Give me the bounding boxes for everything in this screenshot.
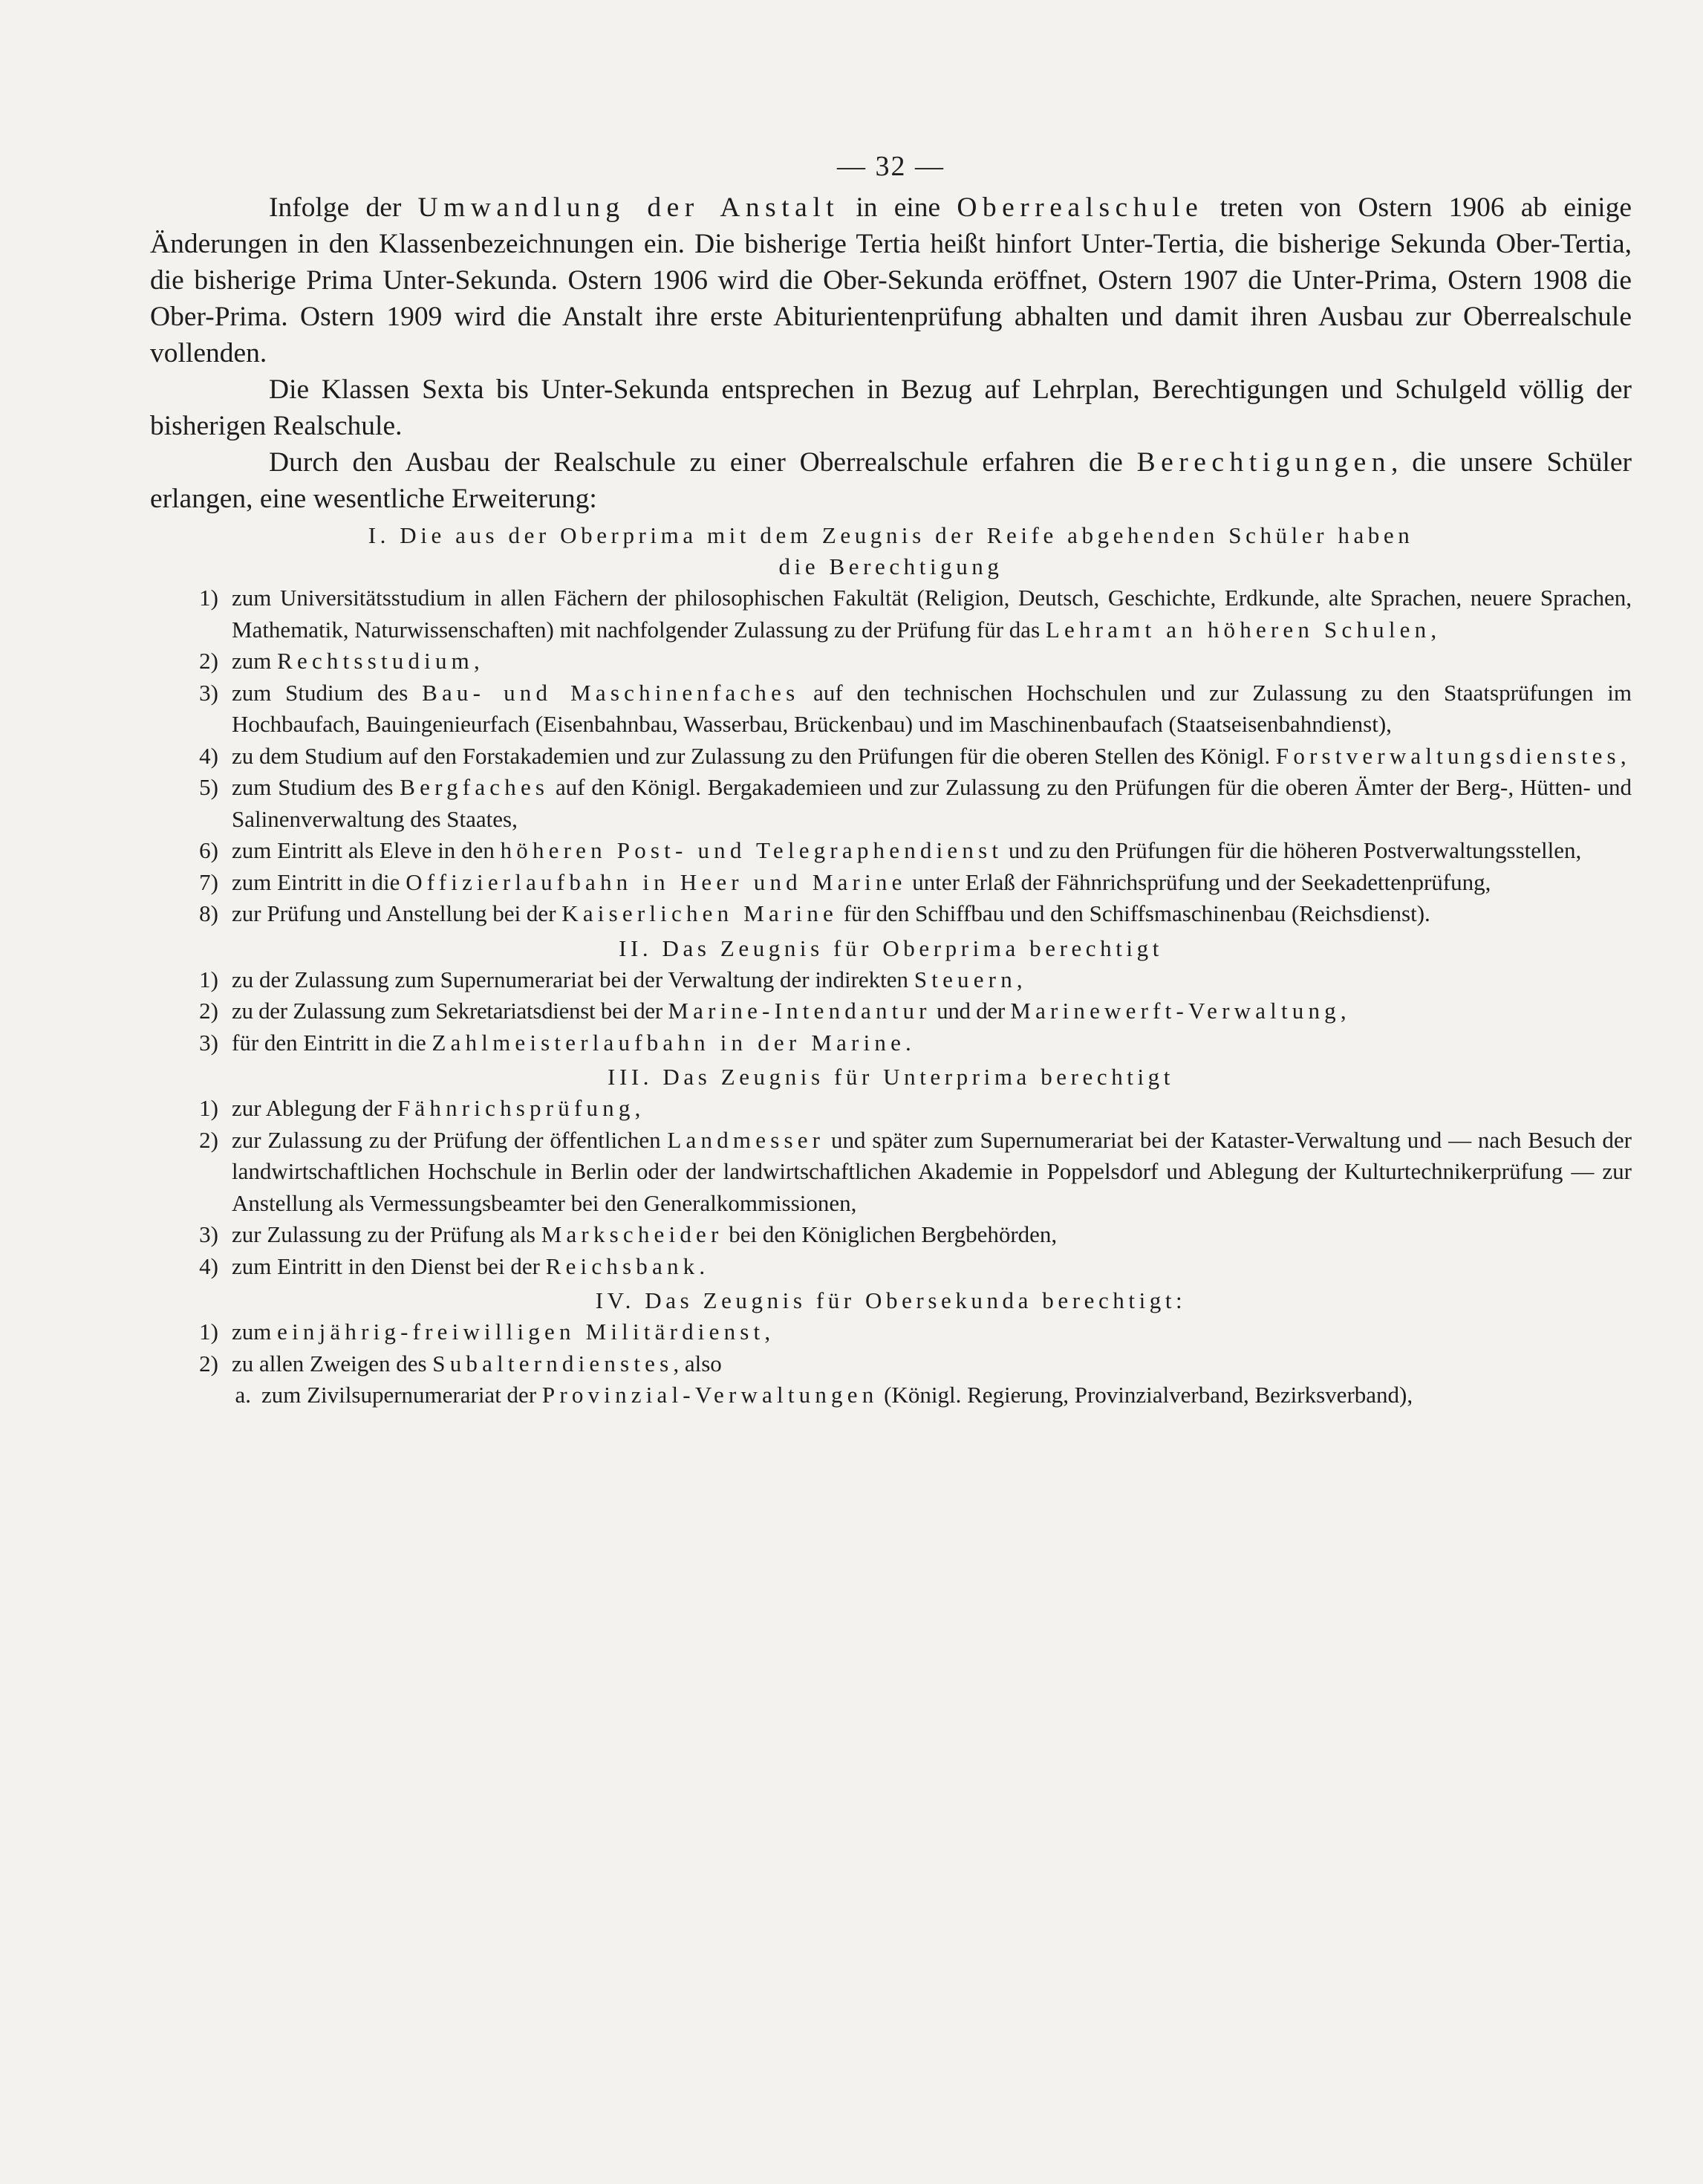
section-2 [150, 933, 1632, 1059]
section-1-heading: I. Die aus der Oberprima mit dem Zeugnis der Reife abgehenden Schüler haben die Berechtigung [368, 522, 1414, 579]
list-item: 1) zum Universitätsstudium in allen Fächern der philosophischen Fakultät (Religion, Deutsch, Geschichte, Erdkunde, alte Sprachen, neuere Sprachen, Mathematik, Naturwissenschaften) mit nachfolgender Zulassung zu der Prüfung für das Lehramt an höheren Schulen, [199, 585, 1632, 643]
list-item: 4) zum Eintritt in den Dienst bei der Reichsbank. [199, 1252, 706, 1279]
document-page [150, 149, 1632, 1411]
list-item: 7) zum Eintritt in die Offizierlaufbahn in Heer und Marine unter Erlaß der Fähnrichsprüfung und der Seekadettenprüfung, [199, 868, 1491, 895]
list-item: 2) zu der Zulassung zum Sekretariatsdienst bei der Marine-Intendantur und der Marinewerft-Verwaltung, [199, 998, 1347, 1024]
list-item: 3) zur Zulassung zu der Prüfung als Markscheider bei den Königlichen Bergbehörden, [199, 1221, 1058, 1247]
list-item: 2) zu allen Zweigen des Subalterndienstes, also [199, 1350, 722, 1377]
intro-paragraph-1: Infolge der Umwandlung der Anstalt in eine Oberrealschule treten von Ostern 1906 ab einige Änderungen in den Klassenbezeichnungen ein. Die bisherige Tertia heißt hinfort Unter-Tertia, die bisherige Sekunda Ober-Tertia, die bisherige Prima Unter-Sekunda. Ostern 1906 wird die Ober-Sekunda eröffnet, Ostern 1907 die Unter-Prima, Ostern 1908 die Ober-Prima. Ostern 1909 wird die Anstalt ihre erste Abiturientenprüfung abhalten und damit ihren Ausbau zur Oberrealschule vollenden. [150, 192, 1632, 368]
list-item: 1) zur Ablegung der Fähnrichsprüfung, [199, 1095, 641, 1121]
section-2-heading: II. Das Zeugnis für Oberprima berechtigt [619, 935, 1163, 961]
section-3-heading: III. Das Zeugnis für Unterprima berechtigt [608, 1064, 1174, 1090]
list-item: 6) zum Eintritt als Eleve in den höheren Post- und Telegraphendienst und zu den Prüfungen für die höheren Postverwaltungsstellen, [199, 837, 1582, 863]
page-number: — 32 — [837, 151, 945, 182]
list-item: 3) für den Eintritt in die Zahlmeisterlaufbahn in der Marine. [199, 1029, 911, 1056]
list-item: 1) zu der Zulassung zum Supernumerariat bei der Verwaltung der indirekten Steuern, [199, 966, 1023, 992]
sub-list-item: a. zum Zivilsupernumerariat der Provinzial-Verwaltungen (Königl. Regierung, Provinzialverband, Bezirksverband), [235, 1382, 1413, 1408]
list-item: 5) zum Studium des Bergfaches auf den Königl. Bergakademieen und zur Zulassung zu den Prüfungen für die oberen Ämter der Berg-, Hütten- und Salinenverwaltung des Staates, [199, 774, 1632, 832]
section-1 [150, 520, 1632, 930]
section-3 [150, 1062, 1632, 1282]
list-item: 2) zur Zulassung zu der Prüfung der öffentlichen Landmesser und später zum Supernumerariat bei der Kataster-Verwaltung und — nach Besuch der landwirtschaftlichen Hochschule in Berlin oder der landwirtschaftlichen Akademie in Poppelsdorf und Ablegung der Kulturtechnikerprüfung — zur Anstellung als Vermessungsbeamter bei den Generalkommissionen, [199, 1126, 1632, 1216]
list-item: 2) zum Rechtsstudium, [199, 648, 480, 674]
list-item: 8) zur Prüfung und Anstellung bei der Kaiserlichen Marine für den Schiffbau und den Schiffsmaschinenbau (Reichsdienst). [199, 900, 1430, 926]
section-4-heading: IV. Das Zeugnis für Obersekunda berechtigt: [595, 1287, 1187, 1313]
intro-paragraph-3: Durch den Ausbau der Realschule zu einer Oberrealschule erfahren die Berechtigungen, die unsere Schüler erlangen, eine wesentliche Erweiterung: [150, 447, 1632, 514]
list-item: 1) zum einjährig-freiwilligen Militärdienst, [199, 1319, 771, 1345]
list-item: 3) zum Studium des Bau- und Maschinenfaches auf den technischen Hochschulen und zur Zulassung zu den Staatsprüfungen im Hochbaufach, Bauingenieurfach (Eisenbahnbau, Wasserbau, Brückenbau) und im Maschinenbaufach (Staatseisenbahndienst), [199, 679, 1632, 737]
intro-paragraph-2: Die Klassen Sexta bis Unter-Sekunda entsprechen in Bezug auf Lehrplan, Berechtigungen und Schulgeld völlig der bisherigen Realschule. [150, 374, 1632, 441]
list-item: 4) zu dem Studium auf den Forstakademien und zur Zulassung zu den Prüfungen für die oberen Stellen des Königl. Forstverwaltungsdienstes, [199, 742, 1627, 769]
section-4 [150, 1285, 1632, 1411]
